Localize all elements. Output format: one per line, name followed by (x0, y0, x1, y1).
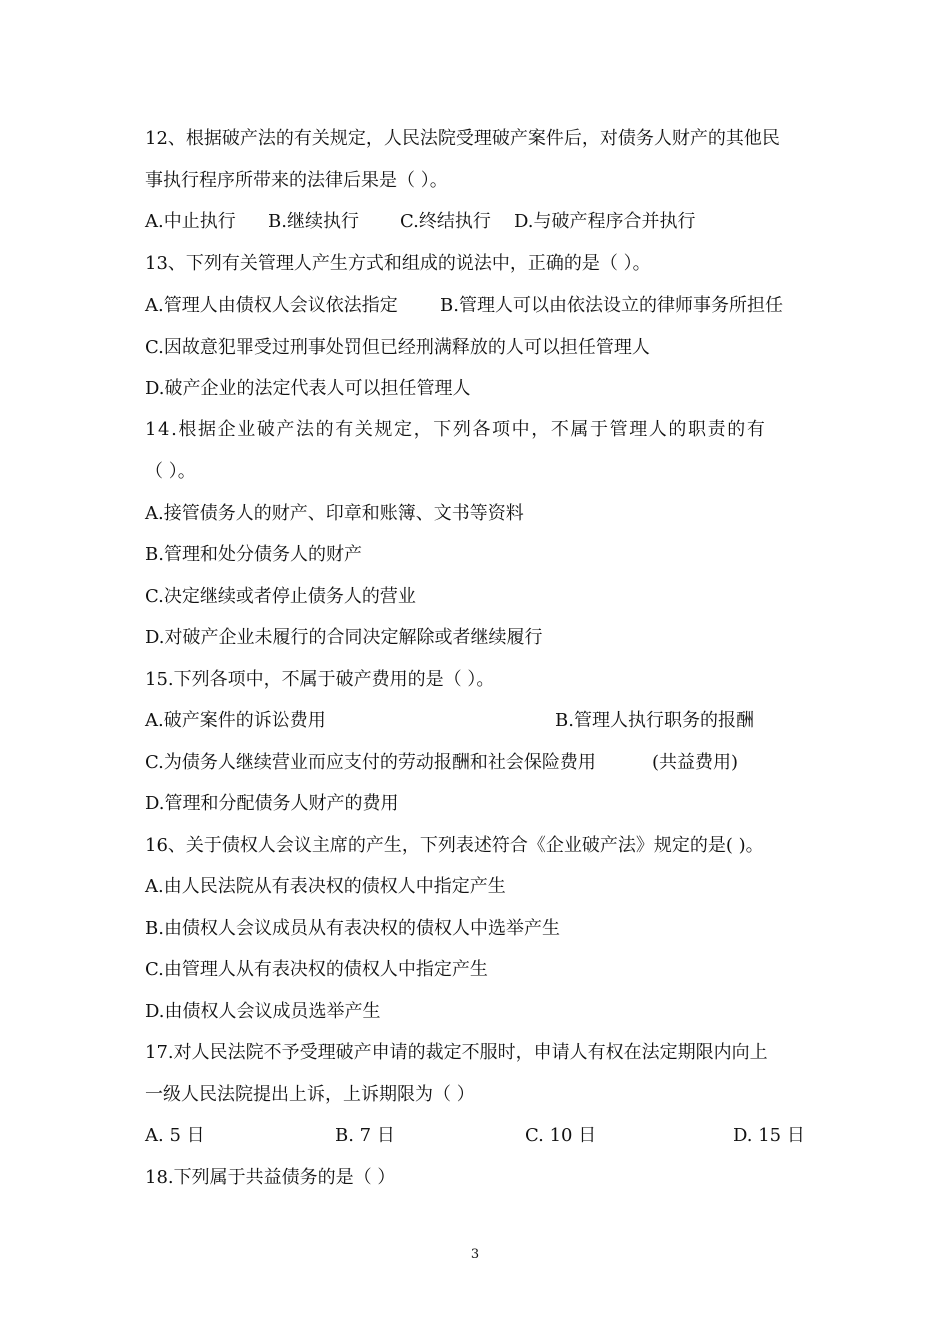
q17-option-d: D. 15 日 (733, 1125, 805, 1146)
q14-stem-line2: （ ）。 (145, 461, 196, 482)
q12-option-b: B.继续执行 (268, 211, 359, 232)
q17-stem-line1: 17.对人民法院不予受理破产申请的裁定不服时，申请人有权在法定期限内向上 (145, 1042, 768, 1063)
q14-option-c: C.决定继续或者停止债务人的营业 (145, 586, 416, 607)
q15-option-b: B.管理人执行职务的报酬 (555, 710, 754, 731)
page-number: 3 (470, 1247, 480, 1262)
q14-option-a: A.接管债务人的财产、印章和账簿、文书等资料 (145, 503, 524, 524)
q17-stem-line2: 一级人民法院提出上诉，上诉期限为（ ） (145, 1084, 475, 1105)
q16-option-d: D.由债权人会议成员选举产生 (145, 1001, 381, 1022)
q16-option-a: A.由人民法院从有表决权的债权人中指定产生 (145, 876, 506, 897)
q17-option-b: B. 7 日 (335, 1125, 395, 1146)
q15-option-c: C.为债务人继续营业而应支付的劳动报酬和社会保险费用 (145, 752, 596, 773)
q17-option-c: C. 10 日 (525, 1125, 597, 1146)
q14-option-b: B.管理和处分债务人的财产 (145, 544, 362, 565)
q15-option-d: D.管理和分配债务人财产的费用 (145, 793, 399, 814)
q13-option-c: C.因故意犯罪受过刑事处罚但已经刑满释放的人可以担任管理人 (145, 337, 650, 358)
q16-option-b: B.由债权人会议成员从有表决权的债权人中选举产生 (145, 918, 560, 939)
q16-stem: 16、关于债权人会议主席的产生，下列表述符合《企业破产法》规定的是( )。 (145, 835, 764, 856)
q12-stem-line1: 12、根据破产法的有关规定，人民法院受理破产案件后，对债务人财产的其他民 (145, 128, 780, 149)
q15-option-a: A.破产案件的诉讼费用 (145, 710, 326, 731)
q14-option-d: D.对破产企业未履行的合同决定解除或者继续履行 (145, 627, 543, 648)
q16-option-c: C.由管理人从有表决权的债权人中指定产生 (145, 959, 488, 980)
q13-option-b: B.管理人可以由依法设立的律师事务所担任 (440, 295, 783, 316)
q12-option-a: A.中止执行 (145, 211, 236, 232)
q14-stem-line1: 14.根据企业破产法的有关规定，下列各项中，不属于管理人的职责的有 (145, 419, 767, 440)
q13-option-d: D.破产企业的法定代表人可以担任管理人 (145, 378, 471, 399)
q15-stem: 15.下列各项中，不属于破产费用的是（ ）。 (145, 669, 495, 690)
q17-option-a: A. 5 日 (145, 1125, 205, 1146)
q15-option-c-note: (共益费用) (652, 752, 739, 773)
q12-option-d: D.与破产程序合并执行 (514, 211, 696, 232)
q13-stem: 13、下列有关管理人产生方式和组成的说法中，正确的是（ ）。 (145, 253, 651, 274)
q12-stem-line2: 事执行程序所带来的法律后果是（ ）。 (145, 170, 448, 191)
q18-stem: 18.下列属于共益债务的是（ ） (145, 1167, 396, 1188)
q13-option-a: A.管理人由债权人会议依法指定 (145, 295, 398, 316)
q12-option-c: C.终结执行 (400, 211, 491, 232)
